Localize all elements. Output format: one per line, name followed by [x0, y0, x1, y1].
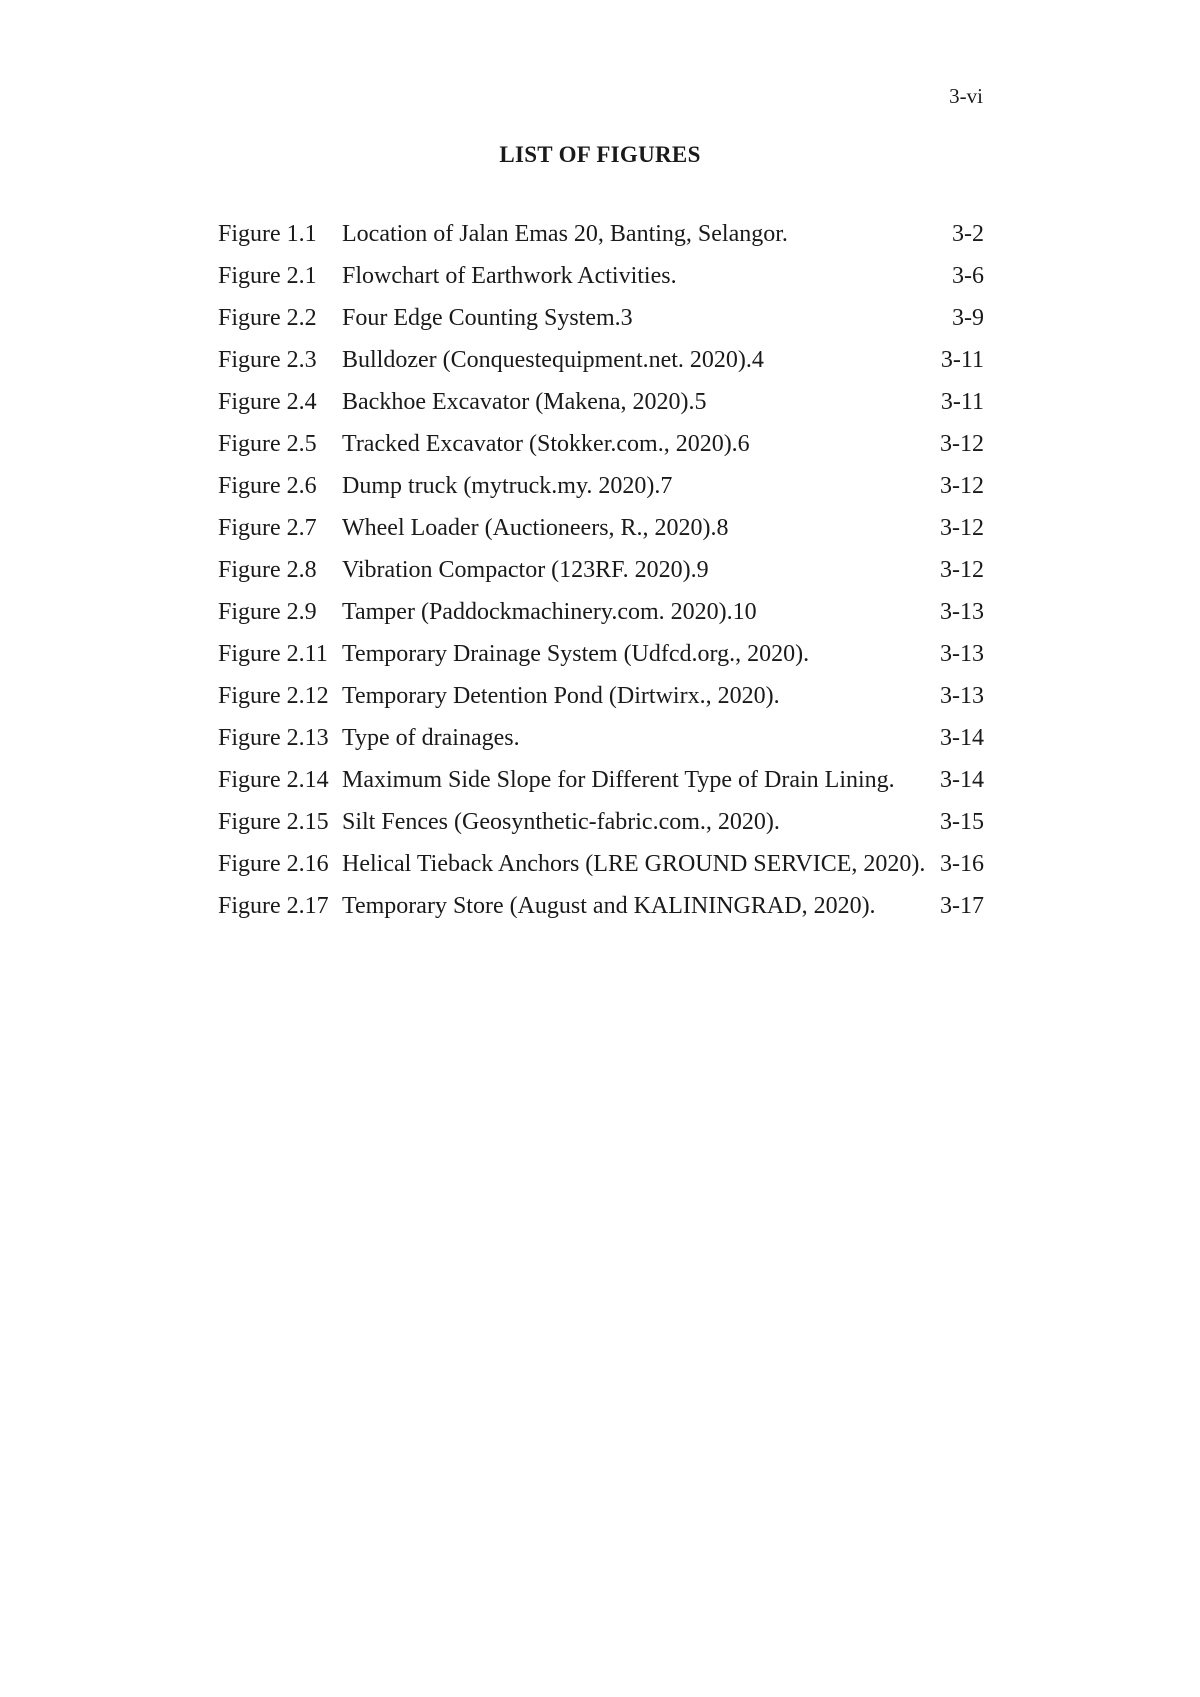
- figure-number: Figure 2.17: [218, 893, 329, 919]
- figure-number: Figure 2.7: [218, 515, 317, 541]
- figure-list-item[interactable]: [218, 389, 984, 431]
- figure-page: 3-16: [940, 851, 984, 877]
- figure-title: Bulldozer (Conquestequipment.net. 2020).4: [342, 347, 764, 373]
- figure-list-item[interactable]: [218, 305, 984, 347]
- figure-title: Tracked Excavator (Stokker.com., 2020).6: [342, 431, 750, 457]
- figure-list-item[interactable]: [218, 893, 984, 935]
- figure-page: 3-13: [940, 599, 984, 625]
- figure-title: Temporary Store (August and KALININGRAD, 2020).: [342, 893, 876, 919]
- page-title: LIST OF FIGURES: [499, 142, 701, 167]
- figure-list-item[interactable]: [218, 557, 984, 599]
- figure-title: Four Edge Counting System.3: [342, 305, 633, 331]
- figure-title: Dump truck (mytruck.my. 2020).7: [342, 473, 673, 499]
- figure-title: Wheel Loader (Auctioneers, R., 2020).8: [342, 515, 729, 541]
- figure-number: Figure 2.6: [218, 473, 317, 499]
- figure-title: Helical Tieback Anchors (LRE GROUND SERVICE, 2020).: [342, 851, 926, 877]
- figure-number: Figure 2.1: [218, 263, 317, 289]
- figure-page: 3-13: [940, 683, 984, 709]
- figure-number: Figure 2.11: [218, 641, 328, 667]
- figure-number: Figure 2.2: [218, 305, 317, 331]
- figure-number: Figure 2.14: [218, 767, 329, 793]
- figure-page: 3-15: [940, 809, 984, 835]
- figure-number: Figure 1.1: [218, 221, 317, 247]
- figure-list-item[interactable]: [218, 221, 984, 263]
- figure-list-item[interactable]: [218, 473, 984, 515]
- figure-list-item[interactable]: [218, 725, 984, 767]
- figure-number: Figure 2.3: [218, 347, 317, 373]
- figure-list-item[interactable]: [218, 515, 984, 557]
- figure-page: 3-12: [940, 473, 984, 499]
- figure-page: 3-17: [940, 893, 984, 919]
- figure-title: Type of drainages.: [342, 725, 520, 751]
- figure-list-item[interactable]: [218, 809, 984, 851]
- figure-page: 3-12: [940, 515, 984, 541]
- figure-page: 3-14: [940, 725, 984, 751]
- figure-list-item[interactable]: [218, 599, 984, 641]
- figure-number: Figure 2.9: [218, 599, 317, 625]
- figure-list-item[interactable]: [218, 683, 984, 725]
- figure-number: Figure 2.12: [218, 683, 329, 709]
- figure-list: [218, 221, 984, 935]
- figure-title: Temporary Drainage System (Udfcd.org., 2020).: [342, 641, 810, 667]
- figure-page: 3-11: [940, 347, 984, 373]
- figure-number: Figure 2.16: [218, 851, 329, 877]
- figure-title: Vibration Compactor (123RF. 2020).9: [342, 557, 709, 583]
- figure-title: Flowchart of Earthwork Activities.: [342, 263, 677, 289]
- figure-title: Location of Jalan Emas 20, Banting, Selangor.: [342, 221, 788, 247]
- figure-list-item[interactable]: [218, 851, 984, 893]
- figure-title: Tamper (Paddockmachinery.com. 2020).10: [342, 599, 757, 625]
- figure-title: Silt Fences (Geosynthetic-fabric.com., 2020).: [342, 809, 780, 835]
- figure-list-item[interactable]: [218, 347, 984, 389]
- figure-page: 3-2: [952, 221, 984, 247]
- figure-list-item[interactable]: [218, 767, 984, 809]
- figure-number: Figure 2.4: [218, 389, 317, 415]
- figure-title: Maximum Side Slope for Different Type of Drain Lining.: [342, 767, 895, 793]
- figure-page: 3-12: [940, 557, 984, 583]
- page-number: 3-vi: [949, 84, 983, 108]
- figure-list-item[interactable]: [218, 641, 984, 683]
- figure-page: 3-11: [940, 389, 984, 415]
- figure-page: 3-9: [952, 305, 984, 331]
- figure-list-item[interactable]: [218, 263, 984, 305]
- figure-number: Figure 2.5: [218, 431, 317, 457]
- figure-number: Figure 2.13: [218, 725, 329, 751]
- figure-title: Temporary Detention Pond (Dirtwirx., 2020).: [342, 683, 780, 709]
- figure-page: 3-13: [940, 641, 984, 667]
- figure-number: Figure 2.15: [218, 809, 329, 835]
- figure-page: 3-6: [952, 263, 984, 289]
- figure-list-item[interactable]: [218, 431, 984, 473]
- figure-number: Figure 2.8: [218, 557, 317, 583]
- figure-page: 3-14: [940, 767, 984, 793]
- figure-title: Backhoe Excavator (Makena, 2020).5: [342, 389, 707, 415]
- figure-page: 3-12: [940, 431, 984, 457]
